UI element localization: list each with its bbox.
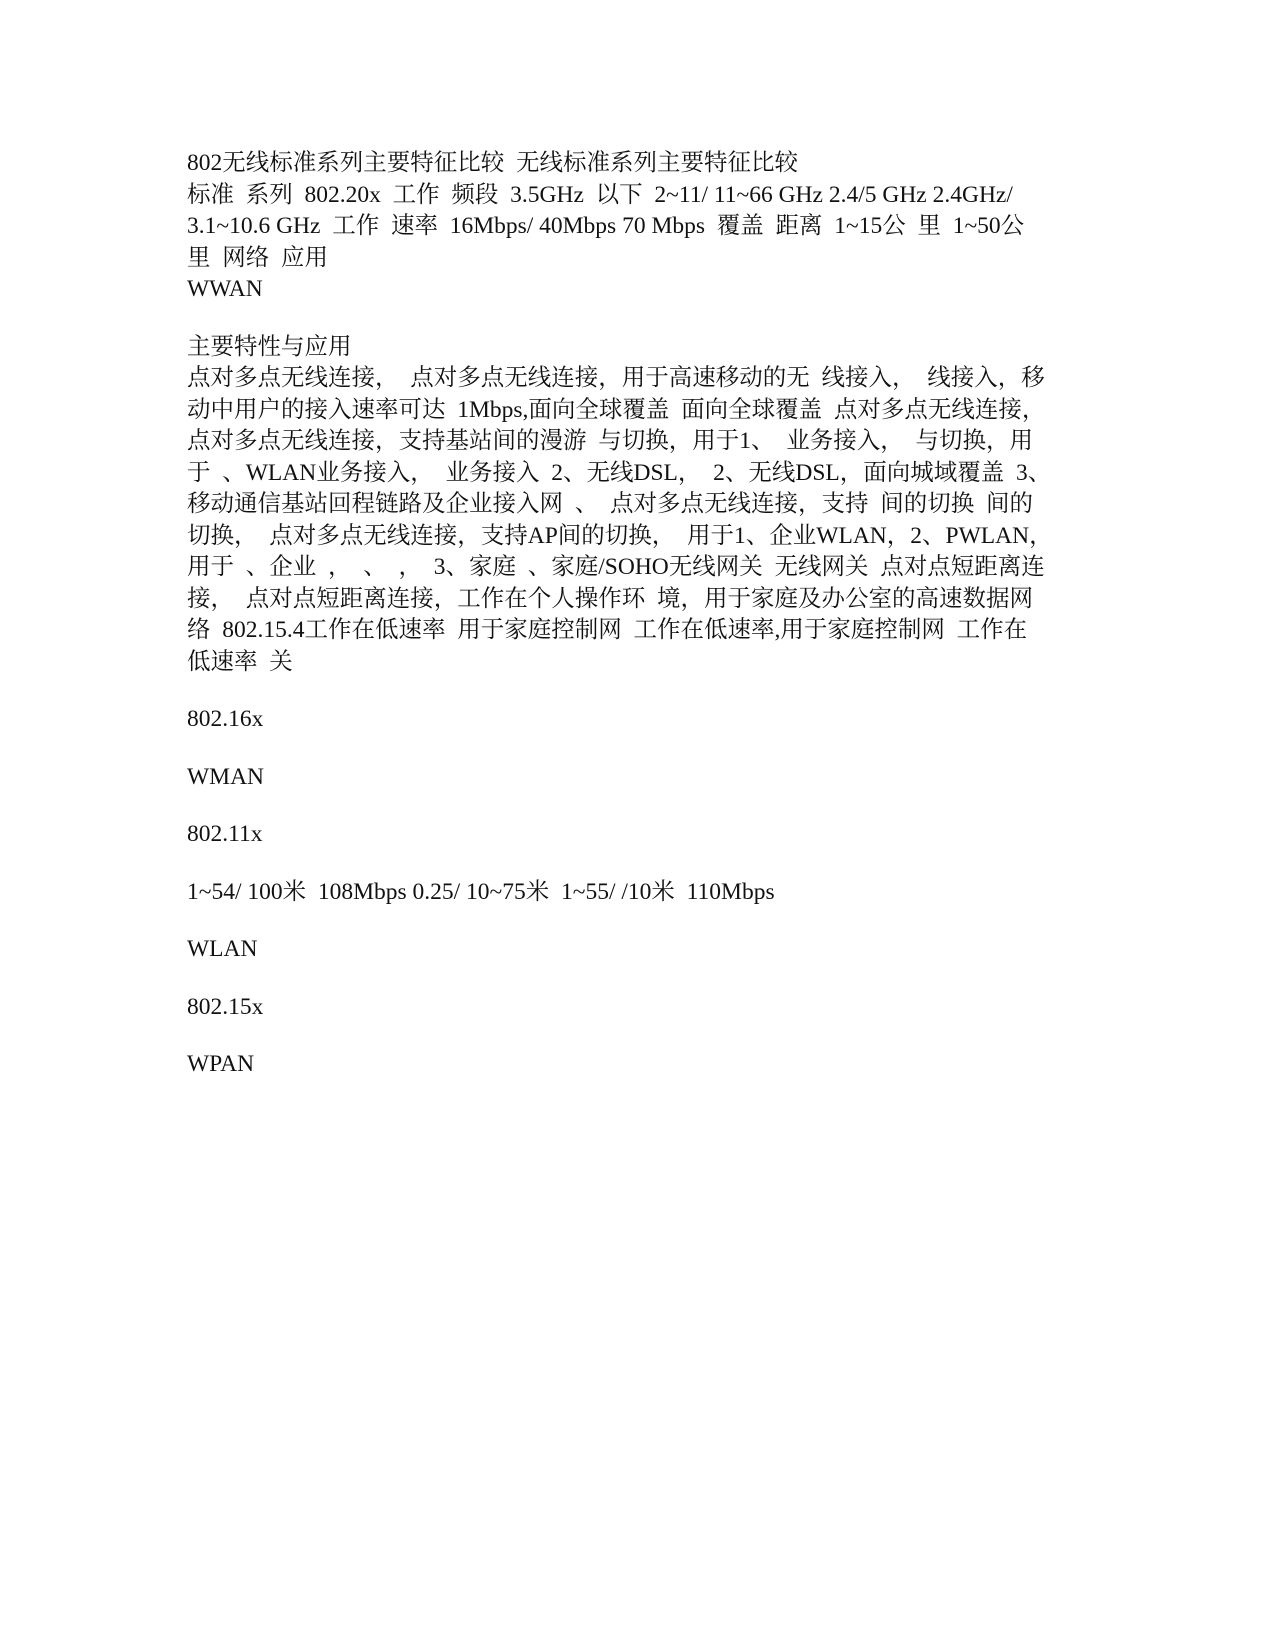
section-heading: 主要特性与应用 xyxy=(187,333,352,360)
comparison-intro-block xyxy=(187,148,1097,306)
text-line: 络 802.15.4工作在低速率 用于家庭控制网 工作在低速率,用于家庭控制网 工作在 xyxy=(187,617,1028,643)
standalone-line: 802.15x xyxy=(187,993,264,1020)
standalone-line: WLAN xyxy=(187,936,258,962)
text-line: WWAN xyxy=(187,276,263,302)
text-line: 切换， 点对多点无线连接，支持AP间的切换， 用于1、企业WLAN，2、PWLAN， xyxy=(187,522,1053,549)
text-line: 3.1~10.6 GHz 工作 速率 16Mbps/ 40Mbps 70 Mbps 覆盖 距离 1~15公 里 1~50公 xyxy=(187,213,1025,239)
standalone-line: 1~54/ 100米 108Mbps 0.25/ 10~75米 1~55/ /10米 110Mbps xyxy=(187,878,775,905)
text-line: 接， 点对点短距离连接，工作在个人操作环 境，用于家庭及办公室的高速数据网 xyxy=(187,585,1033,612)
standalone-line: WPAN xyxy=(187,1051,255,1077)
text-line: 里 网络 应用 xyxy=(187,244,328,271)
standalone-line: 802.11x xyxy=(187,821,263,847)
text-line: 点对多点无线连接，支持基站间的漫游 与切换，用于1、 业务接入， 与切换，用 xyxy=(187,428,1033,454)
document-title: 802无线标准系列主要特征比较 无线标准系列主要特征比较 xyxy=(187,150,798,176)
text-line: 动中用户的接入速率可达 1Mbps,面向全球覆盖 面向全球覆盖 点对多点无线连接， xyxy=(187,396,1046,423)
text-line: 低速率 关 xyxy=(187,648,293,675)
text-line: 用于 、企业 ， 、 ， 3、家庭 、家庭/SOHO无线网关 无线网关 点对点短距离连 xyxy=(187,554,1045,580)
text-line: 标准 系列 802.20x 工作 频段 3.5GHz 以下 2~11/ 11~66 GHz 2.4/5 GHz 2.4GHz/ xyxy=(187,181,1013,208)
text-line: 点对多点无线连接， 点对多点无线连接，用于高速移动的无 线接入， 线接入，移 xyxy=(187,365,1045,391)
features-block xyxy=(187,332,1097,679)
text-line: 移动通信基站回程链路及企业接入网 、 点对多点无线连接，支持 间的切换 间的 xyxy=(187,491,1033,517)
text-line: 于 、WLAN业务接入， 业务接入 2、无线DSL， 2、无线DSL，面向城域覆盖 3、 xyxy=(187,459,1052,486)
document-page xyxy=(187,148,1097,1107)
standalone-line: WMAN xyxy=(187,763,265,790)
standalone-line: 802.16x xyxy=(187,706,264,732)
